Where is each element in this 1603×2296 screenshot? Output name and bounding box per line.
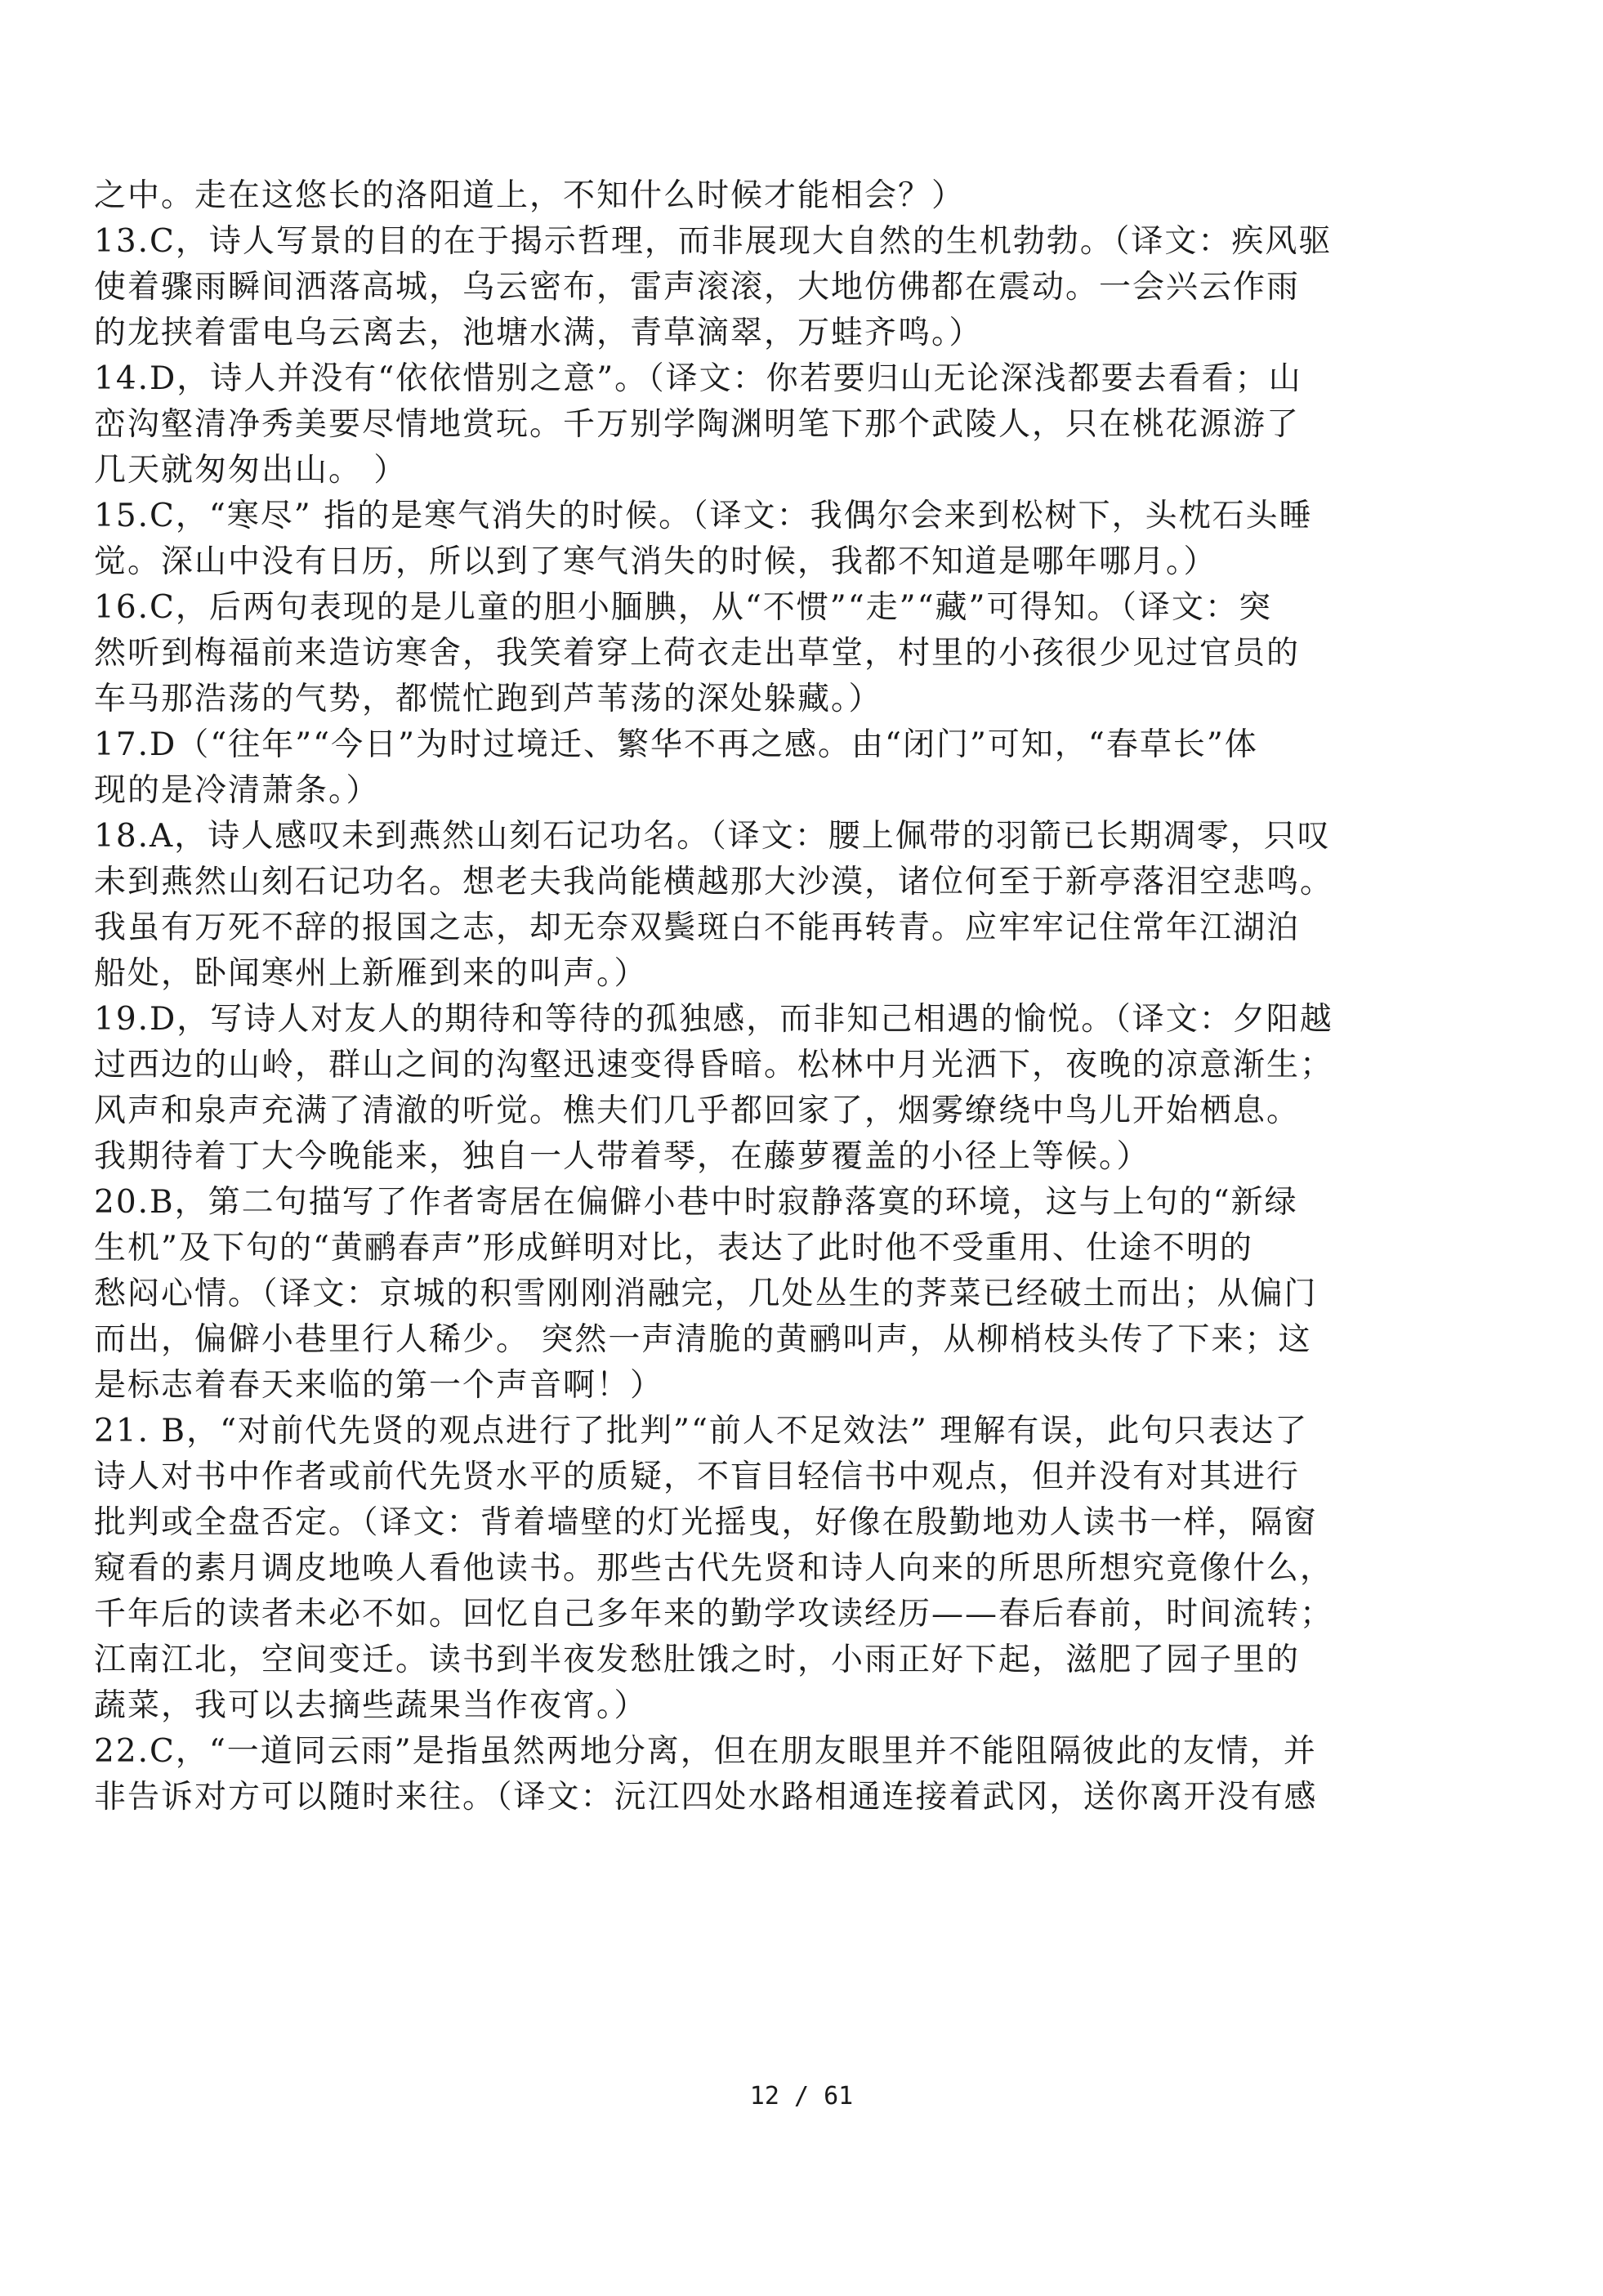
text-line: 蔬菜，我可以去摘些蔬果当作夜宵。）	[94, 1687, 648, 1724]
text-line: 然听到梅福前来造访寒舍，我笑着穿上荷衣走出草堂，村里的小孩很少见过官员的	[94, 635, 1301, 672]
page-footer	[0, 2082, 1603, 2111]
text-line: 我期待着丁大今晚能来，独自一人带着琴，在藤萝覆盖的小径上等候。）	[94, 1138, 1150, 1175]
text-line: 非告诉对方可以随时来往。（译文：沅江四处水路相通连接着武冈，送你离开没有感	[94, 1779, 1318, 1816]
total-pages: 61	[824, 2082, 854, 2111]
text-line: 20.B，第二句描写了作者寄居在偏僻小巷中时寂静落寞的环境，这与上句的“新绿	[94, 1184, 1298, 1221]
text-line: 过西边的山岭，群山之间的沟壑迅速变得昏暗。松林中月光洒下，夜晚的凉意渐生；	[94, 1047, 1334, 1083]
text-line: 16.C，后两句表现的是儿童的胆小腼腆，从“不惯”“走”“藏”可得知。（译文：突	[94, 589, 1272, 626]
text-line: 14.D，诗人并没有“依依惜别之意”。（译文：你若要归山无论深浅都要去看看；山	[94, 360, 1302, 397]
text-line: 觉。深山中没有日历，所以到了寒气消失的时候，我都不知道是哪年哪月。）	[94, 543, 1217, 580]
text-line: 21. B，“对前代先贤的观点进行了批判”“前人不足效法” 理解有误，此句只表达了	[94, 1413, 1309, 1450]
text-line: 我虽有万死不辞的报国之志，却无奈双鬓斑白不能再转青。应牢牢记住常年江湖泊	[94, 909, 1301, 946]
text-line: 之中。走在这悠长的洛阳道上，不知什么时候才能相会？）	[94, 177, 966, 214]
text-line: 船处，卧闻寒州上新雁到来的叫声。）	[94, 955, 648, 992]
text-line: 19.D，写诗人对友人的期待和等待的孤独感，而非知己相遇的愉悦。（译文：夕阳越	[94, 1001, 1333, 1038]
text-line: 峦沟壑清净秀美要尽情地赏玩。千万别学陶渊明笔下那个武陵人，只在桃花源游了	[94, 406, 1301, 443]
text-line: 的龙挟着雷电乌云离去，池塘水满，青草滴翠，万蛙齐鸣。）	[94, 315, 983, 351]
answer-text-body	[94, 173, 1401, 1820]
text-line: 愁闷心情。（译文：京城的积雪刚刚消融完，几处丛生的荠菜已经破土而出；从偏门	[94, 1275, 1318, 1312]
text-line: 窥看的素月调皮地唤人看他读书。那些古代先贤和诗人向来的所思所想究竟像什么，	[94, 1550, 1334, 1587]
text-line: 现的是冷清萧条。）	[94, 772, 380, 809]
text-line: 18.A，诗人感叹未到燕然山刻石记功名。（译文：腰上佩带的羽箭已长期凋零，只叹	[94, 818, 1331, 855]
text-line: 13.C，诗人写景的目的在于揭示哲理，而非展现大自然的生机勃勃。（译文：疾风驱	[94, 223, 1333, 260]
text-line: 15.C，“寒尽” 指的是寒气消失的时候。（译文：我偶尔会来到松树下，头枕石头睡	[94, 498, 1313, 534]
text-line: 是标志着春天来临的第一个声音啊！）	[94, 1367, 664, 1404]
text-line: 22.C，“一道同云雨”是指虽然两地分离，但在朋友眼里并不能阻隔彼此的友情，并	[94, 1733, 1317, 1770]
text-line: 诗人对书中作者或前代先贤水平的质疑，不盲目轻信书中观点，但并没有对其进行	[94, 1458, 1301, 1495]
text-line: 江南江北，空间变迁。读书到半夜发愁肚饿之时，小雨正好下起，滋肥了园子里的	[94, 1642, 1301, 1678]
text-line: 风声和泉声充满了清澈的听觉。樵夫们几乎都回家了，烟雾缭绕中鸟儿开始栖息。	[94, 1092, 1301, 1129]
text-line: 未到燕然山刻石记功名。想老夫我尚能横越那大沙漠，诸位何至于新亭落泪空悲鸣。	[94, 864, 1334, 900]
text-line: 使着骤雨瞬间洒落高城，乌云密布，雷声滚滚，大地仿佛都在震动。一会兴云作雨	[94, 269, 1301, 306]
text-line: 17.D（“往年”“今日”为时过境迁、繁华不再之感。由“闭门”可知，“春草长”体	[94, 726, 1258, 763]
text-line: 车马那浩荡的气势，都慌忙跑到芦苇荡的深处躲藏。）	[94, 681, 882, 717]
text-line: 千年后的读者未必不如。回忆自己多年来的勤学攻读经历——春后春前，时间流转；	[94, 1596, 1334, 1633]
text-line: 几天就匆匆出山。 ）	[94, 452, 408, 489]
text-line: 而出，偏僻小巷里行人稀少。 突然一声清脆的黄鹂叫声，从柳梢枝头传了下来；这	[94, 1321, 1312, 1358]
page-number: 12	[749, 2082, 779, 2111]
page-separator: /	[793, 2082, 810, 2111]
text-line: 生机”及下句的“黄鹂春声”形成鲜明对比，表达了此时他不受重用、仕途不明的	[94, 1230, 1253, 1266]
text-line: 批判或全盘否定。（译文：背着墙壁的灯光摇曳，好像在殷勤地劝人读书一样，隔窗	[94, 1504, 1318, 1541]
